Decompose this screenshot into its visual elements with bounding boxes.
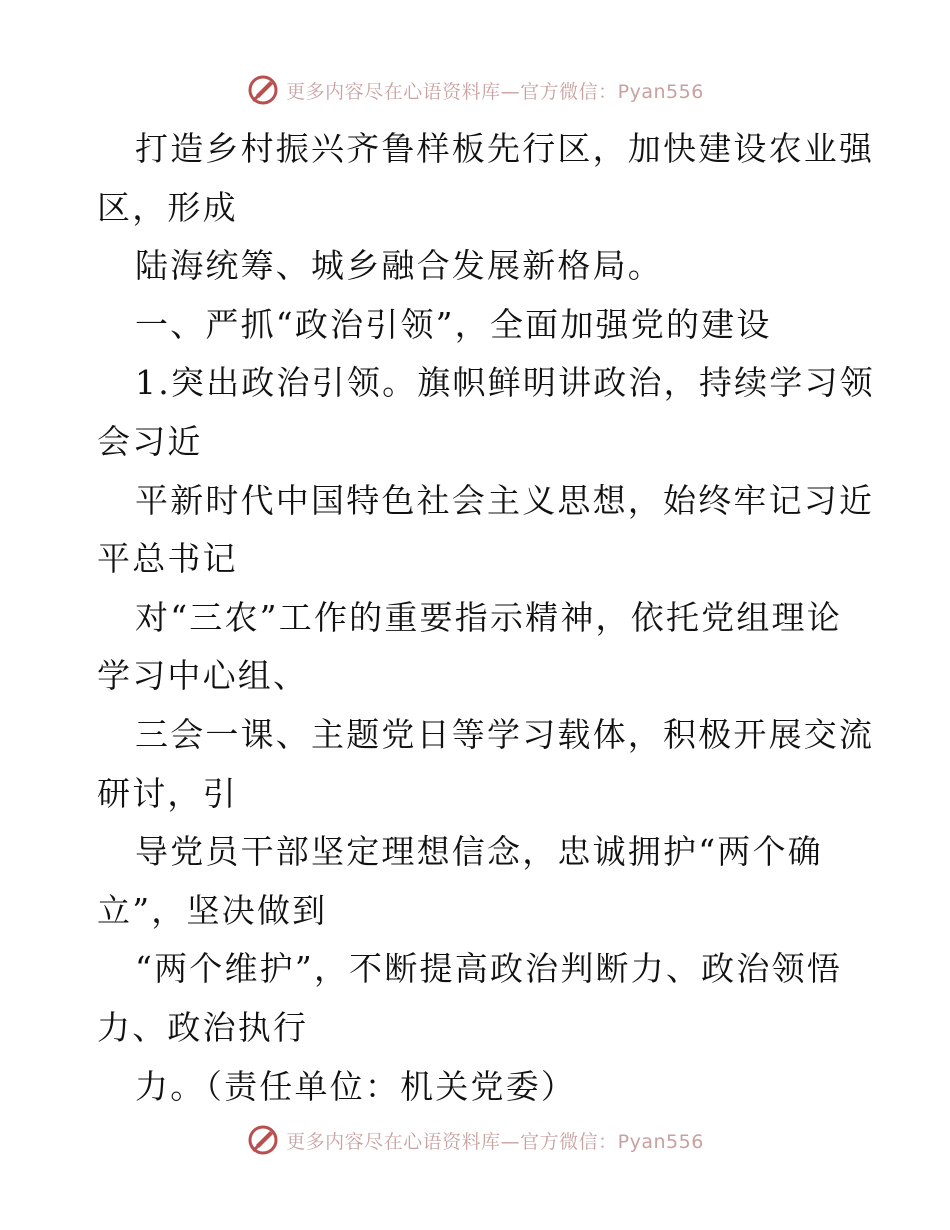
text-line: 打造乡村振兴齐鲁样板先行区，加快建设农业强 xyxy=(135,129,875,168)
text-line: 陆海统筹、城乡融合发展新格局。 xyxy=(135,246,663,286)
watermark-footer xyxy=(0,1120,950,1160)
watermark-text: 更多内容尽在心语资料库—官方微信：Pyan556 xyxy=(286,1130,704,1153)
text-line: 对“三农”工作的重要指示精神，依托党组理论 xyxy=(135,597,842,637)
text-line: 导党员干部坚定理想信念，忠诚拥护“两个确 xyxy=(135,832,823,872)
text-line: 会习近 xyxy=(97,421,203,461)
text-line: “两个维护”，不断提高政治判断力、政治领悟 xyxy=(135,949,842,989)
text-line: 三会一课、主题党日等学习载体，积极开展交流 xyxy=(135,714,875,754)
document-body xyxy=(97,120,875,1116)
brand-logo-icon xyxy=(246,73,280,107)
text-line: 力。（责任单位：机关党委） xyxy=(135,1066,577,1106)
text-line: 力、政治执行 xyxy=(97,1007,309,1047)
text-line: 学习中心组、 xyxy=(97,656,309,696)
text-line: 平总书记 xyxy=(97,539,238,579)
text-line: 区，形成 xyxy=(97,187,238,227)
text-line: 1.突出政治引领。旗帜鲜明讲政治，持续学习领 xyxy=(135,363,875,403)
text-line: 平新时代中国特色社会主义思想，始终牢记习近 xyxy=(135,480,875,520)
text-line: 立”，坚决做到 xyxy=(97,890,328,930)
brand-logo-icon xyxy=(246,1123,280,1157)
section-heading: 一、严抓“政治引领”，全面加强党的建设 xyxy=(135,304,772,344)
watermark-header xyxy=(0,70,950,110)
text-line: 研讨，引 xyxy=(97,773,238,813)
watermark-text: 更多内容尽在心语资料库—官方微信：Pyan556 xyxy=(286,80,704,103)
